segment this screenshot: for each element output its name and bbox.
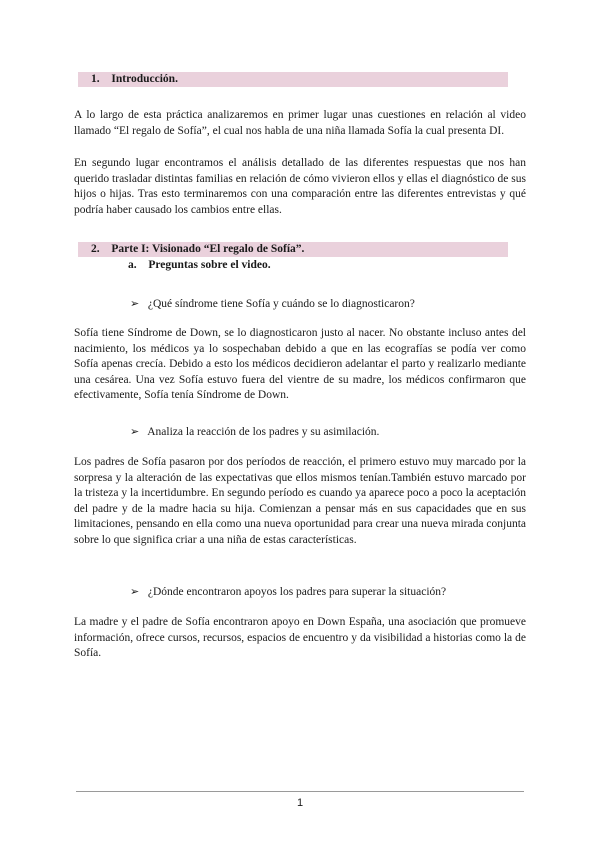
paragraph-answer-3: La madre y el padre de Sofía encontraron apoyo en Down España, una asociación que promueve información, ofrece cursos, recursos, espacios de encuentro y da visibilidad a historias como la de Sofía. bbox=[74, 616, 526, 660]
question-1 bbox=[130, 296, 415, 312]
question-3 bbox=[130, 584, 446, 600]
arrow-bullet-icon: ➢ bbox=[130, 425, 140, 438]
section-1-title: Introducción. bbox=[111, 73, 178, 85]
subsection-a-heading bbox=[128, 259, 271, 271]
section-2-number: 2. bbox=[91, 243, 100, 255]
question-3-text: ¿Dónde encontraron apoyos los padres para superar la situación? bbox=[147, 586, 447, 598]
section-1-heading bbox=[91, 72, 178, 87]
section-2-heading bbox=[91, 242, 304, 257]
paragraph-answer-2: Los padres de Sofía pasaron por dos períodos de reacción, el primero estuvo muy marcado por la sorpresa y la alteración de las expectativas que ellos mismos tenían.También estuvo marcado por la tristeza y la incertidumbre. En segundo período es cuando ya aparece poco a poco la aceptación del padre y de la madre hacia su hija. Comienzan a pensar más en sus capacidades que en sus limitaciones, pensando en ella como una nueva oportunidad para crear una nueva mirada conjunta sobre lo que significa criar a una niña de estas características. bbox=[74, 456, 526, 546]
arrow-bullet-icon: ➢ bbox=[130, 297, 140, 310]
question-2 bbox=[130, 424, 379, 440]
section-2-title: Parte I: Visionado “El regalo de Sofía”. bbox=[111, 243, 305, 255]
subsection-a-title: Preguntas sobre el video. bbox=[148, 259, 271, 271]
question-2-text: Analiza la reacción de los padres y su asimilación. bbox=[147, 426, 380, 438]
page-number: 1 bbox=[296, 797, 304, 809]
paragraph-intro-2: En segundo lugar encontramos el análisis detallado de las diferentes respuestas que nos han querido trasladar distintas familias en relación de cómo vivieron ellos y ellas el diagnóstico de sus hijos o hijas. Tras esto terminaremos con una comparación entre las diferentes entrevistas y qué podría haber causado los cambios entre ellas. bbox=[74, 157, 526, 216]
question-1-text: ¿Qué síndrome tiene Sofía y cuándo se lo diagnosticaron? bbox=[147, 298, 415, 310]
paragraph-answer-1: Sofía tiene Síndrome de Down, se lo diagnosticaron justo al nacer. No obstante incluso antes del nacimiento, los médicos ya lo sospechaban debido a que en las ecografías se podía ver como Sofía apenas crecía. Debido a esto los médicos decidieron adelantar el parto y realizarlo mediante una cesárea. Una vez Sofía estuvo fuera del vientre de su madre, los médicos confirmaron que efectivamente, Sofía tenía Síndrome de Down. bbox=[74, 327, 526, 402]
footer-divider bbox=[76, 791, 524, 792]
arrow-bullet-icon: ➢ bbox=[130, 585, 140, 598]
section-1-number: 1. bbox=[91, 73, 100, 85]
subsection-a-letter: a. bbox=[128, 259, 137, 271]
paragraph-intro-1: A lo largo de esta práctica analizaremos en primer lugar unas cuestiones en relación al video llamado “El regalo de Sofía”, el cual nos habla de una niña llamada Sofía la cual presenta DI. bbox=[74, 109, 526, 137]
